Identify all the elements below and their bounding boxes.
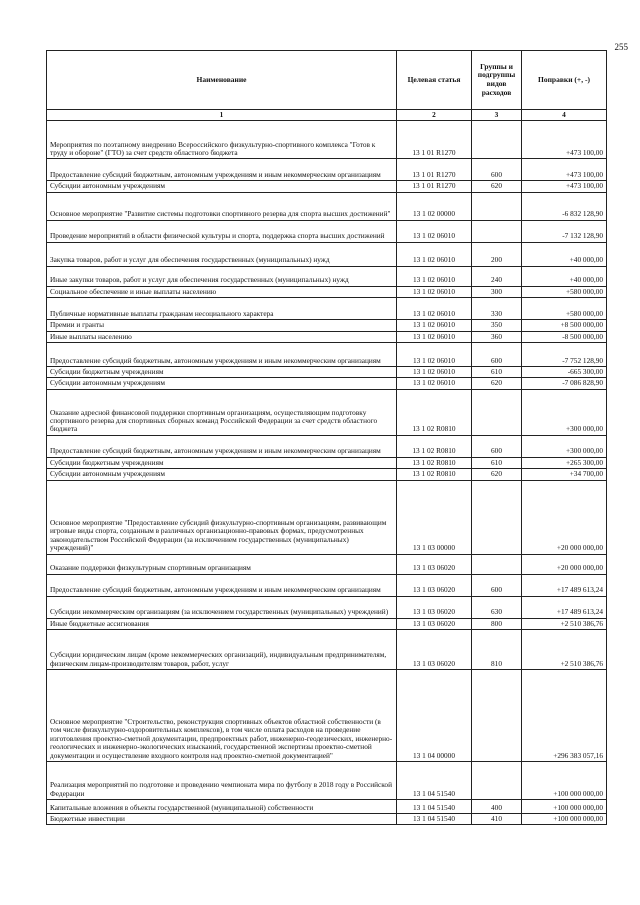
row-target-code: 13 1 04 51540 xyxy=(397,799,472,813)
row-expense-group xyxy=(472,480,522,554)
row-name: Оказание поддержки физкультурным спортивным организациям xyxy=(47,554,397,574)
row-target-code: 13 1 03 06020 xyxy=(397,618,472,629)
table-row xyxy=(47,435,607,457)
row-name: Предоставление субсидий бюджетным, автономным учреждениям и иным некоммерческим организациям xyxy=(47,435,397,457)
row-expense-group xyxy=(472,554,522,574)
row-target-code: 13 1 03 06020 xyxy=(397,554,472,574)
row-target-code: 13 1 03 00000 xyxy=(397,480,472,554)
header-name: Наименование xyxy=(47,51,397,110)
row-name: Публичные нормативные выплаты гражданам несоциального характера xyxy=(47,298,397,320)
row-amount: +40 000,00 xyxy=(522,242,607,266)
row-expense-group: 600 xyxy=(472,435,522,457)
table-row xyxy=(47,331,607,342)
table-row xyxy=(47,242,607,266)
column-number: 4 xyxy=(522,110,607,121)
table-row xyxy=(47,220,607,242)
row-expense-group xyxy=(472,761,522,799)
column-number: 1 xyxy=(47,110,397,121)
row-name: Премии и гранты xyxy=(47,320,397,331)
row-amount: +580 000,00 xyxy=(522,298,607,320)
row-amount: +8 500 000,00 xyxy=(522,320,607,331)
row-name: Реализация мероприятий по подготовке и проведению чемпионата мира по футболу в 2018 году в Российской Федерации xyxy=(47,761,397,799)
row-amount: -6 832 128,90 xyxy=(522,192,607,220)
row-name: Субсидии автономным учреждениям xyxy=(47,378,397,389)
row-expense-group: 620 xyxy=(472,378,522,389)
row-name: Бюджетные инвестиции xyxy=(47,813,397,824)
row-name: Закупка товаров, работ и услуг для обеспечения государственных (муниципальных) нужд xyxy=(47,242,397,266)
row-amount: -8 500 000,00 xyxy=(522,331,607,342)
row-target-code: 13 1 02 00000 xyxy=(397,192,472,220)
table-row xyxy=(47,378,607,389)
table-row xyxy=(47,320,607,331)
row-amount: +2 510 386,76 xyxy=(522,629,607,669)
table-row xyxy=(47,469,607,480)
row-expense-group xyxy=(472,669,522,761)
table-row xyxy=(47,366,607,377)
row-target-code: 13 1 02 R0810 xyxy=(397,457,472,468)
row-expense-group: 300 xyxy=(472,286,522,297)
row-expense-group: 410 xyxy=(472,813,522,824)
table-row xyxy=(47,480,607,554)
row-name: Проведение мероприятий в области физической культуры и спорта, поддержка спорта высших достижений xyxy=(47,220,397,242)
column-number: 3 xyxy=(472,110,522,121)
row-amount: -7 086 828,90 xyxy=(522,378,607,389)
table-row xyxy=(47,192,607,220)
row-target-code: 13 1 02 06010 xyxy=(397,320,472,331)
table-row xyxy=(47,181,607,192)
budget-amendments-table xyxy=(46,50,607,825)
row-target-code: 13 1 01 R1270 xyxy=(397,159,472,181)
row-target-code: 13 1 03 06020 xyxy=(397,574,472,596)
row-name: Предоставление субсидий бюджетным, автономным учреждениям и иным некоммерческим организациям xyxy=(47,574,397,596)
table-row xyxy=(47,457,607,468)
row-expense-group: 810 xyxy=(472,629,522,669)
row-expense-group: 610 xyxy=(472,457,522,468)
table-row xyxy=(47,159,607,181)
row-name: Иные закупки товаров, работ и услуг для обеспечения государственных (муниципальных) нужд xyxy=(47,266,397,286)
row-expense-group: 610 xyxy=(472,366,522,377)
row-name: Субсидии юридическим лицам (кроме некоммерческих организаций), индивидуальным предпринимателям, физическим лицам-производителям товаров, работ, услуг xyxy=(47,629,397,669)
row-name: Оказание адресной финансовой поддержки спортивным организациям, осуществляющим подготовку спортивного резерва для спортивных сборных команд Российской Федерации за счет средств областного бюджета xyxy=(47,389,397,435)
row-target-code: 13 1 02 06010 xyxy=(397,298,472,320)
row-name: Предоставление субсидий бюджетным, автономным учреждениям и иным некоммерческим организациям xyxy=(47,159,397,181)
row-target-code: 13 1 03 06020 xyxy=(397,596,472,618)
table-row xyxy=(47,629,607,669)
row-expense-group: 630 xyxy=(472,596,522,618)
row-amount: +580 000,00 xyxy=(522,286,607,297)
row-target-code: 13 1 02 06010 xyxy=(397,366,472,377)
row-name: Субсидии некоммерческим организациям (за исключением государственных (муниципальных) учреждений) xyxy=(47,596,397,618)
table-row xyxy=(47,266,607,286)
row-amount: +473 100,00 xyxy=(522,159,607,181)
row-expense-group xyxy=(472,389,522,435)
row-amount: +2 510 386,76 xyxy=(522,618,607,629)
row-target-code: 13 1 04 51540 xyxy=(397,761,472,799)
row-expense-group: 200 xyxy=(472,242,522,266)
page-number: 255 xyxy=(614,42,628,52)
row-amount: -7 132 128,90 xyxy=(522,220,607,242)
row-amount: +100 000 000,00 xyxy=(522,799,607,813)
row-name: Субсидии автономным учреждениям xyxy=(47,181,397,192)
row-target-code: 13 1 02 06010 xyxy=(397,378,472,389)
row-name: Иные выплаты населению xyxy=(47,331,397,342)
row-name: Основное мероприятие "Строительство, реконструкция спортивных объектов областной собственности (в том числе физкультурно-оздоровительных комплексов), в том числе оплата расходов на проведение изготовления проектно-сметной документации, предпроектных работ, инженерно-геодезических, инженерно-геологических и инженерно-экологических изысканий, государственной экспертизы проектно-сметной документации и осуществление входного контроля над проектно-сметной документацией" xyxy=(47,669,397,761)
row-amount: +20 000 000,00 xyxy=(522,480,607,554)
row-amount: -665 300,00 xyxy=(522,366,607,377)
row-name: Субсидии автономным учреждениям xyxy=(47,469,397,480)
row-target-code: 13 1 02 06010 xyxy=(397,220,472,242)
row-amount: +300 000,00 xyxy=(522,435,607,457)
row-amount: +34 700,00 xyxy=(522,469,607,480)
row-amount: +100 000 000,00 xyxy=(522,813,607,824)
row-target-code: 13 1 04 00000 xyxy=(397,669,472,761)
header-row xyxy=(47,51,607,110)
row-target-code: 13 1 02 R0810 xyxy=(397,469,472,480)
row-target-code: 13 1 02 06010 xyxy=(397,242,472,266)
row-name: Капитальные вложения в объекты государственной (муниципальной) собственности xyxy=(47,799,397,813)
row-amount: +100 000 000,00 xyxy=(522,761,607,799)
header-target: Целевая статья xyxy=(397,51,472,110)
row-expense-group xyxy=(472,220,522,242)
row-amount: +265 300,00 xyxy=(522,457,607,468)
row-expense-group xyxy=(472,121,522,159)
row-expense-group: 330 xyxy=(472,298,522,320)
row-amount: +473 100,00 xyxy=(522,181,607,192)
row-expense-group xyxy=(472,192,522,220)
row-target-code: 13 1 02 R0810 xyxy=(397,389,472,435)
row-amount: +300 000,00 xyxy=(522,389,607,435)
row-expense-group: 240 xyxy=(472,266,522,286)
table-row xyxy=(47,342,607,366)
row-expense-group: 600 xyxy=(472,159,522,181)
table-body xyxy=(47,121,607,825)
row-target-code: 13 1 02 06010 xyxy=(397,342,472,366)
row-name: Субсидии бюджетным учреждениям xyxy=(47,457,397,468)
row-target-code: 13 1 03 06020 xyxy=(397,629,472,669)
row-name: Иные бюджетные ассигнования xyxy=(47,618,397,629)
table-row xyxy=(47,761,607,799)
row-amount: -7 752 128,90 xyxy=(522,342,607,366)
row-expense-group: 400 xyxy=(472,799,522,813)
table-row xyxy=(47,121,607,159)
row-target-code: 13 1 02 06010 xyxy=(397,331,472,342)
row-name: Предоставление субсидий бюджетным, автономным учреждениям и иным некоммерческим организациям xyxy=(47,342,397,366)
row-expense-group: 800 xyxy=(472,618,522,629)
row-name: Социальное обеспечение и иные выплаты населению xyxy=(47,286,397,297)
row-amount: +296 383 057,16 xyxy=(522,669,607,761)
row-amount: +20 000 000,00 xyxy=(522,554,607,574)
column-number-row xyxy=(47,110,607,121)
table-row xyxy=(47,799,607,813)
row-name: Основное мероприятие "Предоставление субсидий физкультурно-спортивным организациям, развивающим игровые виды спорта, созданным в различных организационно-правовых формах, предусмотренных законодательством Российской Федерации (за исключением государственных (муниципальных) учреждений)" xyxy=(47,480,397,554)
row-target-code: 13 1 02 06010 xyxy=(397,266,472,286)
table-row xyxy=(47,618,607,629)
row-expense-group: 600 xyxy=(472,342,522,366)
table-row xyxy=(47,596,607,618)
row-target-code: 13 1 02 R0810 xyxy=(397,435,472,457)
row-expense-group: 350 xyxy=(472,320,522,331)
table-row xyxy=(47,669,607,761)
row-amount: +17 489 613,24 xyxy=(522,574,607,596)
row-target-code: 13 1 02 06010 xyxy=(397,286,472,297)
row-expense-group: 620 xyxy=(472,181,522,192)
row-target-code: 13 1 04 51540 xyxy=(397,813,472,824)
table-row xyxy=(47,554,607,574)
row-expense-group: 600 xyxy=(472,574,522,596)
row-target-code: 13 1 01 R1270 xyxy=(397,181,472,192)
table-row xyxy=(47,389,607,435)
table-row xyxy=(47,286,607,297)
header-amount: Поправки (+, -) xyxy=(522,51,607,110)
table-row xyxy=(47,298,607,320)
row-name: Субсидии бюджетным учреждениям xyxy=(47,366,397,377)
row-amount: +40 000,00 xyxy=(522,266,607,286)
row-name: Основное мероприятие "Развитие системы подготовки спортивного резерва для спорта высших достижений" xyxy=(47,192,397,220)
row-target-code: 13 1 01 R1270 xyxy=(397,121,472,159)
table-row xyxy=(47,574,607,596)
row-name: Мероприятия по поэтапному внедрению Всероссийского физкультурно-спортивного комплекса "Готов к труду и обороне" (ГТО) за счет средств областного бюджета xyxy=(47,121,397,159)
table-row xyxy=(47,813,607,824)
row-expense-group: 360 xyxy=(472,331,522,342)
row-expense-group: 620 xyxy=(472,469,522,480)
row-amount: +17 489 613,24 xyxy=(522,596,607,618)
column-number: 2 xyxy=(397,110,472,121)
header-group: Группы и подгруппы видов расходов xyxy=(472,51,522,110)
row-amount: +473 100,00 xyxy=(522,121,607,159)
